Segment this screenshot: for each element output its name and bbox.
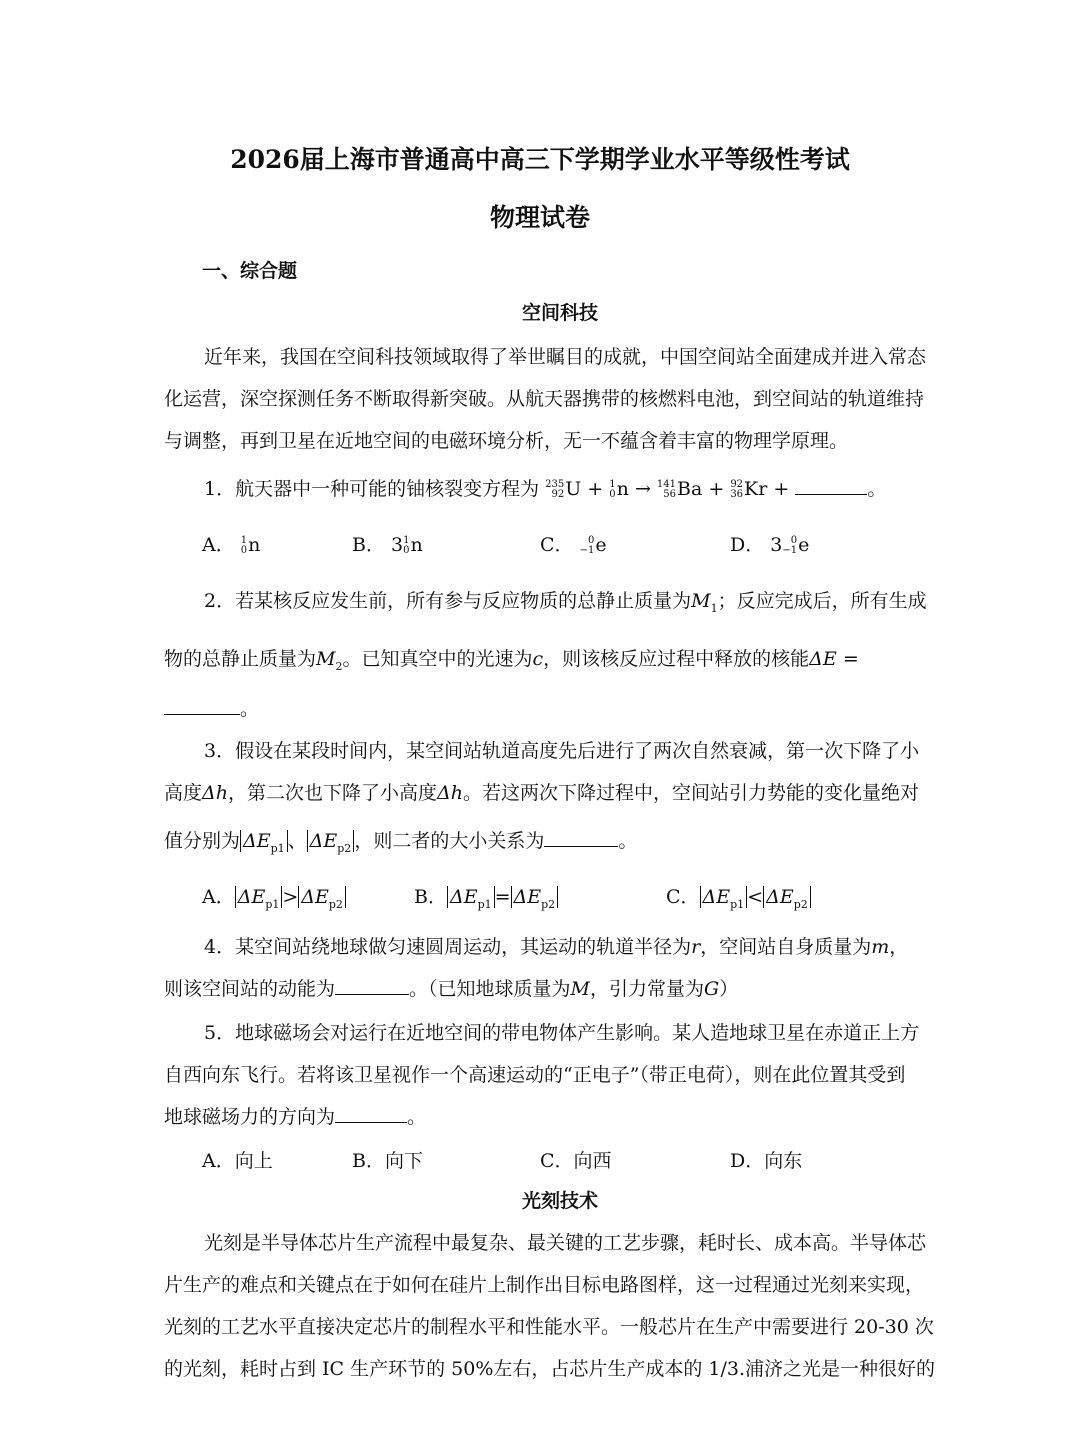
q1-option-d[interactable]: D． 3 0 −1 e (730, 534, 810, 556)
question-1 (204, 474, 886, 501)
question-5-line-1: 5．地球磁场会对运行在近地空间的带电物体产生影响。某人造地球卫星在赤道正上方 (204, 1022, 920, 1044)
q3-option-b[interactable]: B． $\Delta E_{p1} = \Delta E_{p2}$ (414, 882, 558, 911)
q5-option-b[interactable]: B．向下 (352, 1150, 423, 1172)
answer-blank[interactable] (335, 1103, 407, 1123)
section-heading: 一、综合题 (202, 260, 298, 282)
question-4-line-2: 则该空间站的动能为 。（已知地球质量为M，引力常量为G） (164, 974, 738, 1001)
question-5-line-3: 地球磁场力的方向为 。 (164, 1102, 426, 1129)
kr-nuclide-numbers: 92 36 (730, 479, 744, 500)
page-title: 2026届上海市普通高中高三下学期学业水平等级性考试 (230, 145, 850, 174)
question-3-line-1: 3．假设在某段时间内，某空间站轨道高度先后进行了两次自然衰减，第一次下降了小 (204, 740, 920, 762)
intro2-line-2: 片生产的难点和关键点在于如何在硅片上制作出目标电路图样，这一过程通过光刻来实现， (164, 1274, 925, 1296)
question-3-line-3: 值分别为 $\Delta E_{p1}$ 、 $\Delta E_{p2}$ ，则二者的大小关系为 。 (164, 826, 637, 855)
q5-option-d[interactable]: D．向东 (730, 1150, 803, 1172)
ba-nuclide-numbers: 141 56 (656, 479, 676, 500)
question-2-line-3: 。 (164, 694, 259, 721)
answer-blank[interactable] (544, 827, 618, 847)
q5-option-a[interactable]: A．向上 (202, 1150, 273, 1172)
q1-option-a[interactable]: A． 1 0 n (202, 534, 261, 556)
page-subtitle: 物理试卷 (489, 203, 590, 232)
intro2-line-3: 光刻的工艺水平直接决定芯片的制程水平和性能水平。一般芯片在生产中需要进行 20-30 次 (164, 1316, 934, 1338)
q5-option-c[interactable]: C．向西 (540, 1150, 612, 1172)
arrow-sign: → (634, 478, 651, 500)
intro-line-3: 与调整，再到卫星在近地空间的电磁环境分析，无一不蕴含着丰富的物理学原理。 (164, 430, 849, 452)
question-3-line-2: 高度Δh，第二次也下降了小高度Δh。若这两次下降过程中，空间站引力势能的变化量绝对 (164, 782, 919, 804)
q3-option-a[interactable]: A． $\Delta E_{p1} > \Delta E_{p2}$ (202, 882, 346, 911)
q1-option-b[interactable]: B． 3 1 0 n (352, 534, 423, 556)
u-symbol: U (565, 478, 582, 500)
kr-symbol: Kr (744, 478, 768, 500)
plus-sign: + (773, 478, 790, 500)
q1-stem: 1．航天器中一种可能的铀核裂变方程为 (204, 478, 540, 500)
topic-heading-lithography: 光刻技术 (521, 1190, 598, 1212)
intro-line-1: 近年来，我国在空间科技领域取得了举世瞩目的成就，中国空间站全面建成并进入常态 (204, 346, 927, 368)
n-nuclide-numbers: 1 0 (609, 479, 616, 500)
question-4-line-1: 4．某空间站绕地球做匀速圆周运动，其运动的轨道半径为r，空间站自身质量为m， (204, 936, 909, 958)
question-2-line-2: 物的总静止质量为$M_2$。已知真空中的光速为c，则该核反应过程中释放的核能ΔE = (164, 648, 859, 673)
question-2-line-1: 2．若某核反应发生前，所有参与反应物质的总静止质量为$M_1$；反应完成后，所有生成 (204, 590, 927, 615)
plus-sign: + (708, 478, 725, 500)
answer-blank[interactable] (164, 695, 240, 715)
answer-blank[interactable] (795, 475, 867, 495)
intro-line-2: 化运营，深空探测任务不断取得新突破。从航天器携带的核燃料电池，到空间站的轨道维持 (164, 388, 925, 410)
q3-option-c[interactable]: C． $\Delta E_{p1} < \Delta E_{p2}$ (666, 882, 811, 911)
question-5-line-2: 自西向东飞行。若将该卫星视作一个高速运动的“正电子”（带正电荷），则在此位置其受到 (164, 1064, 906, 1086)
q1-option-c[interactable]: C． 0 −1 e (540, 534, 607, 556)
intro2-line-4: 的光刻，耗时占到 IC 生产环节的 50%左右，占芯片生产成本的 1/3.浦济之光是一种很好的 (164, 1358, 936, 1380)
n-symbol: n (616, 478, 629, 500)
ba-symbol: Ba (677, 478, 703, 500)
u-nuclide-numbers: 235 92 (545, 479, 565, 500)
plus-sign: + (587, 478, 604, 500)
topic-heading-space: 空间科技 (521, 302, 598, 324)
intro2-line-1: 光刻是半导体芯片生产流程中最复杂、最关键的工艺步骤，耗时长、成本高。半导体芯 (204, 1232, 927, 1254)
answer-blank[interactable] (335, 975, 409, 995)
q1-tail: 。 (867, 478, 887, 500)
